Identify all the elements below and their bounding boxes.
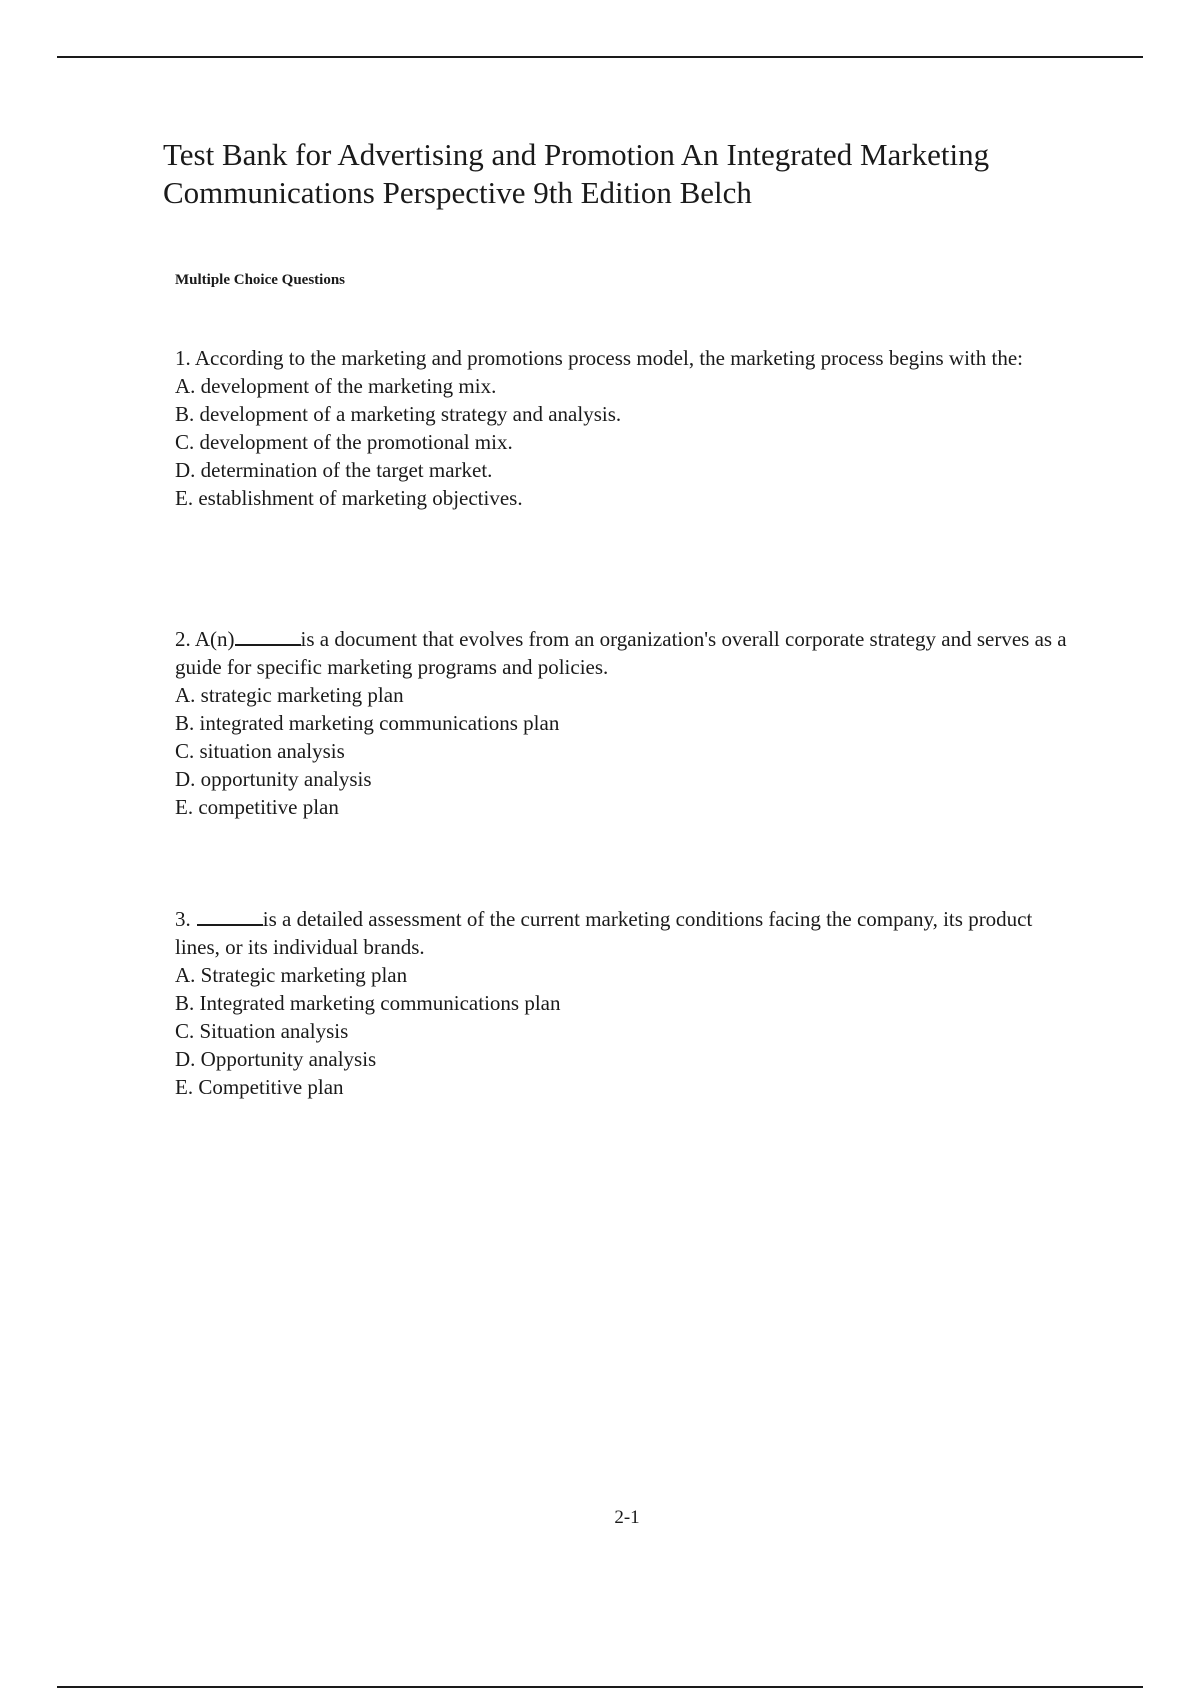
question-text: According to the marketing and promotions process model, the marketing process begins with the: — [194, 346, 1023, 370]
question-1 — [175, 344, 1075, 512]
question-number: 3. — [175, 907, 191, 931]
option-e: E. competitive plan — [175, 795, 339, 819]
option-a: A. Strategic marketing plan — [175, 963, 408, 987]
answer-options — [175, 372, 1075, 512]
question-number: 1. — [175, 346, 191, 370]
question-stem — [175, 625, 1075, 681]
section-heading: Multiple Choice Questions — [175, 272, 346, 288]
option-b: B. integrated marketing communications plan — [175, 711, 560, 735]
page-number: 2-1 — [614, 1507, 640, 1528]
question-text: is a document that evolves from an organization's overall corporate strategy and serves as a guide for specific marketing programs and policies. — [175, 627, 1067, 679]
question-3 — [175, 905, 1075, 1101]
title-line-1: Test Bank for Advertising and Promotion An Integrated Marketing — [163, 137, 990, 172]
top-rule — [57, 56, 1143, 58]
question-prefix: A(n) — [194, 627, 235, 651]
question-number: 2. — [175, 627, 191, 651]
option-c: C. Situation analysis — [175, 1019, 349, 1043]
bottom-rule — [57, 1686, 1143, 1688]
title-line-2: Communications Perspective 9th Edition Belch — [163, 175, 752, 210]
document-title — [163, 136, 1083, 212]
option-d: D. opportunity analysis — [175, 767, 372, 791]
answer-options — [175, 681, 1075, 821]
option-d: D. Opportunity analysis — [175, 1047, 377, 1071]
option-c: C. situation analysis — [175, 739, 345, 763]
answer-options — [175, 961, 1075, 1101]
option-e: E. Competitive plan — [175, 1075, 344, 1099]
question-stem — [175, 905, 1075, 961]
question-stem — [175, 344, 1075, 372]
option-a: A. development of the marketing mix. — [175, 374, 497, 398]
answer-blank — [197, 923, 263, 926]
option-e: E. establishment of marketing objectives. — [175, 486, 523, 510]
option-d: D. determination of the target market. — [175, 458, 493, 482]
option-c: C. development of the promotional mix. — [175, 430, 513, 454]
option-a: A. strategic marketing plan — [175, 683, 404, 707]
answer-blank — [235, 643, 301, 646]
question-text: is a detailed assessment of the current marketing conditions facing the company, its product lines, or its individual brands. — [175, 907, 1033, 959]
option-b: B. development of a marketing strategy and analysis. — [175, 402, 622, 426]
option-b: B. Integrated marketing communications plan — [175, 991, 561, 1015]
question-2 — [175, 625, 1075, 821]
